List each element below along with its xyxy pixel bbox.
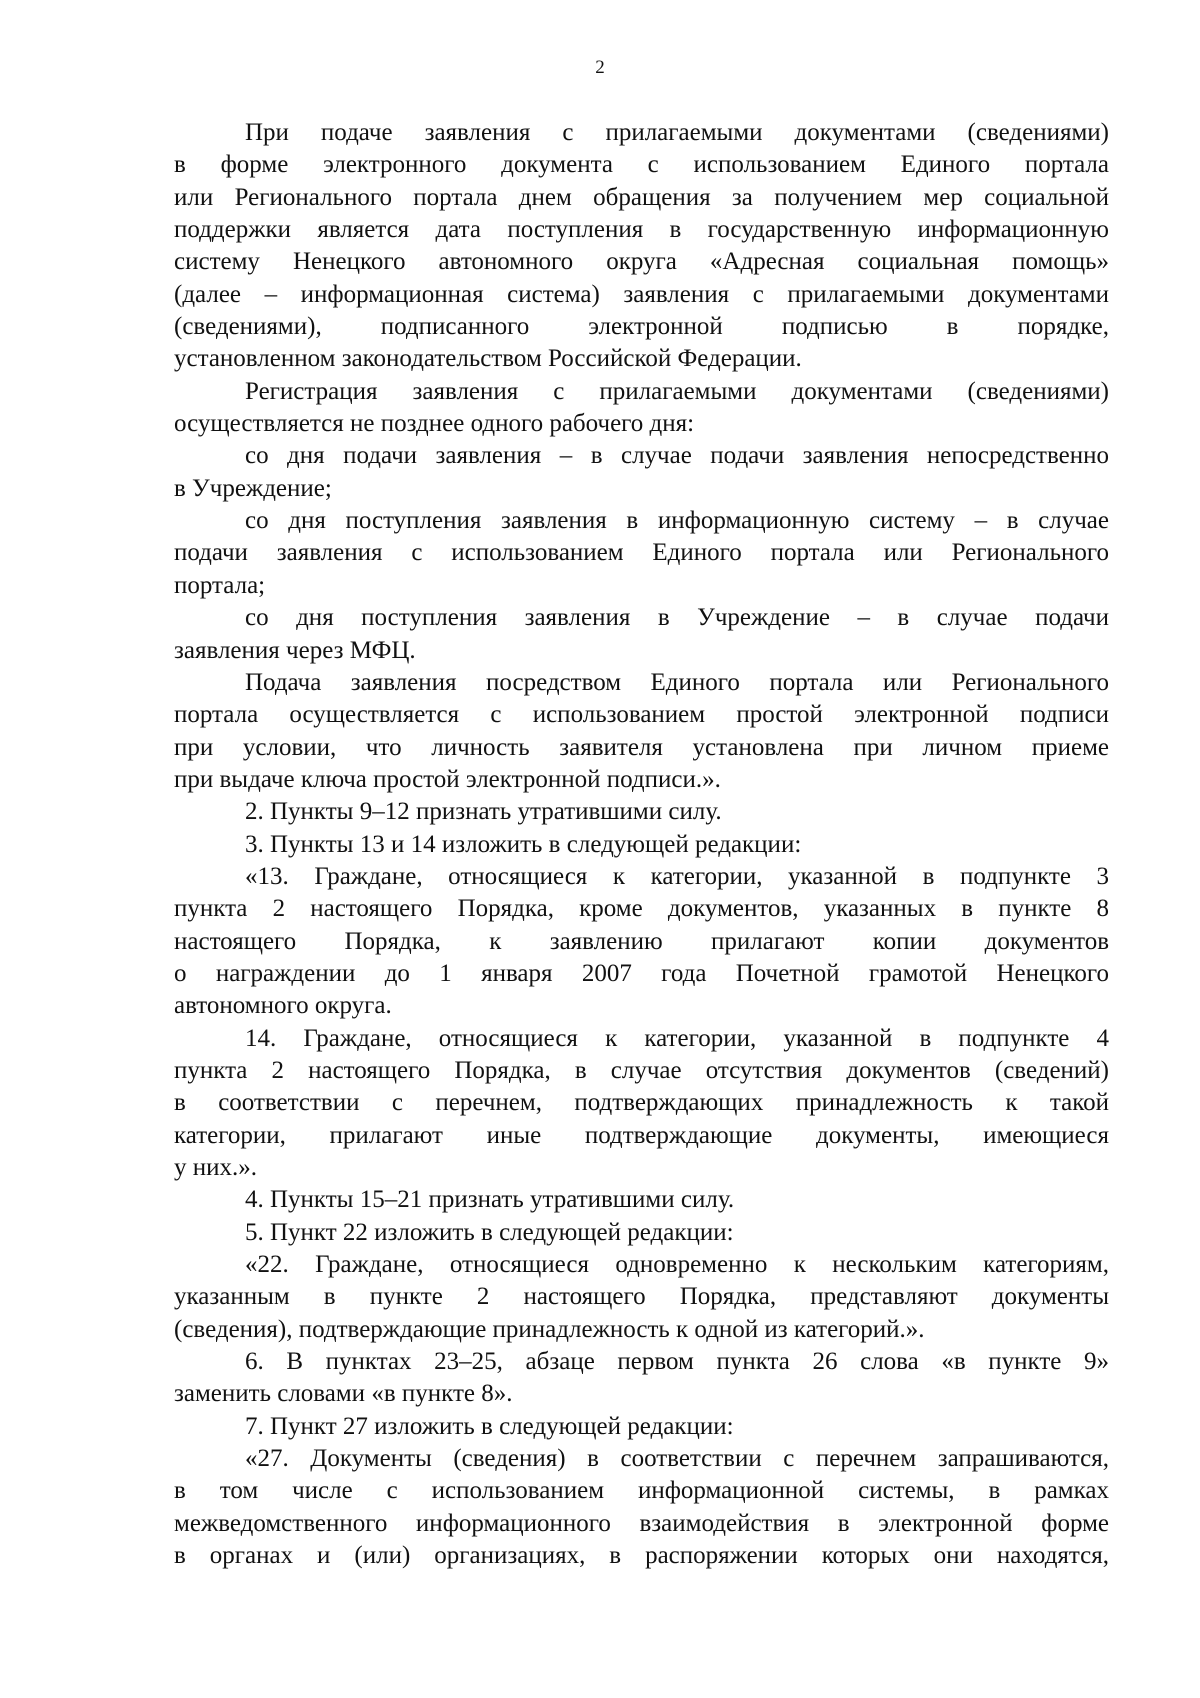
paragraph xyxy=(174,505,1109,602)
text-line: автономного округа. xyxy=(174,992,392,1020)
text-line: со дня поступления заявления в Учреждение – в случае подачи xyxy=(245,604,1109,632)
text-line: Подача заявления посредством Единого портала или Регионального xyxy=(245,668,1109,696)
text-line: при выдаче ключа простой электронной подписи.». xyxy=(174,765,721,793)
text-line: 6. В пунктах 23–25, абзаце первом пункта 26 слова «в пункте 9» xyxy=(245,1348,1109,1376)
paragraph xyxy=(174,1346,1109,1411)
text-line: в форме электронного документа с использованием Единого портала xyxy=(174,151,1109,179)
paragraph xyxy=(174,1411,1109,1443)
text-line: 3. Пункты 13 и 14 изложить в следующей редакции: xyxy=(245,830,802,858)
paragraph xyxy=(174,440,1109,505)
paragraph xyxy=(174,1217,1109,1249)
text-line: «27. Документы (сведения) в соответствии с перечнем запрашиваются, xyxy=(245,1445,1109,1473)
text-line: указанным в пункте 2 настоящего Порядка, представляют документы xyxy=(174,1283,1109,1311)
text-line: 7. Пункт 27 изложить в следующей редакции: xyxy=(245,1412,734,1440)
page-number: 2 xyxy=(595,57,605,78)
text-line: у них.». xyxy=(174,1154,258,1181)
paragraph xyxy=(174,376,1109,441)
text-line: установленном законодательством Российской Федерации. xyxy=(174,345,802,373)
paragraph xyxy=(174,829,1109,861)
text-line: межведомственного информационного взаимодействия в электронной форме xyxy=(174,1509,1109,1537)
text-line: в Учреждение; xyxy=(174,474,332,502)
text-line: категории, прилагают иные подтверждающие документы, имеющиеся xyxy=(174,1121,1109,1149)
text-line: портала; xyxy=(174,571,266,599)
text-line: поддержки является дата поступления в государственную информационную xyxy=(174,216,1109,244)
text-line: (далее – информационная система) заявления с прилагаемыми документами xyxy=(174,280,1109,308)
text-line: в соответствии с перечнем, подтверждающих принадлежность к такой xyxy=(174,1089,1109,1117)
text-line: 5. Пункт 22 изложить в следующей редакции: xyxy=(245,1218,734,1246)
text-line: 2. Пункты 9–12 признать утратившими силу. xyxy=(245,798,722,826)
paragraph xyxy=(174,1443,1109,1572)
text-line: настоящего Порядка, к заявлению прилагают копии документов xyxy=(174,927,1109,955)
paragraph xyxy=(174,667,1109,796)
paragraph xyxy=(174,602,1109,667)
text-line: систему Ненецкого автономного округа «Адресная социальная помощь» xyxy=(174,248,1109,276)
text-line: пункта 2 настоящего Порядка, в случае отсутствия документов (сведений) xyxy=(174,1056,1109,1084)
text-line: при условии, что личность заявителя установлена при личном приеме xyxy=(174,733,1109,761)
paragraph xyxy=(174,796,1109,828)
text-line: Регистрация заявления с прилагаемыми документами (сведениями) xyxy=(245,377,1109,405)
paragraph xyxy=(174,861,1109,1023)
text-line: При подаче заявления с прилагаемыми документами (сведениями) xyxy=(245,119,1109,146)
text-line: о награждении до 1 января 2007 года Почетной грамотой Ненецкого xyxy=(174,959,1109,987)
text-line: 14. Граждане, относящиеся к категории, указанной в подпункте 4 xyxy=(245,1024,1109,1052)
text-line: (сведениями), подписанного электронной подписью в порядке, xyxy=(174,313,1109,341)
paragraph xyxy=(174,1023,1109,1185)
text-line: (сведения), подтверждающие принадлежность к одной из категорий.». xyxy=(174,1315,925,1343)
text-line: подачи заявления с использованием Единого портала или Регионального xyxy=(174,539,1109,567)
document-body xyxy=(174,117,1109,1572)
text-line: со дня подачи заявления – в случае подачи заявления непосредственно xyxy=(245,442,1109,470)
text-line: заменить словами «в пункте 8». xyxy=(174,1380,513,1408)
text-line: в том числе с использованием информационной системы, в рамках xyxy=(174,1477,1109,1505)
text-line: заявления через МФЦ. xyxy=(174,636,416,664)
text-line: «22. Граждане, относящиеся одновременно к нескольким категориям, xyxy=(245,1251,1109,1279)
text-line: пункта 2 настоящего Порядка, кроме документов, указанных в пункте 8 xyxy=(174,895,1109,923)
text-line: осуществляется не позднее одного рабочего дня: xyxy=(174,410,695,438)
paragraph xyxy=(174,1184,1109,1216)
text-line: «13. Граждане, относящиеся к категории, указанной в подпункте 3 xyxy=(245,862,1109,890)
text-line: или Регионального портала днем обращения за получением мер социальной xyxy=(174,183,1109,211)
text-line: со дня поступления заявления в информационную систему – в случае xyxy=(245,507,1109,535)
paragraph xyxy=(174,1249,1109,1346)
paragraph xyxy=(174,117,1109,376)
text-line: 4. Пункты 15–21 признать утратившими силу. xyxy=(245,1186,735,1214)
text-line: в органах и (или) организациях, в распоряжении которых они находятся, xyxy=(174,1542,1109,1570)
text-line: портала осуществляется с использованием простой электронной подписи xyxy=(174,701,1109,729)
